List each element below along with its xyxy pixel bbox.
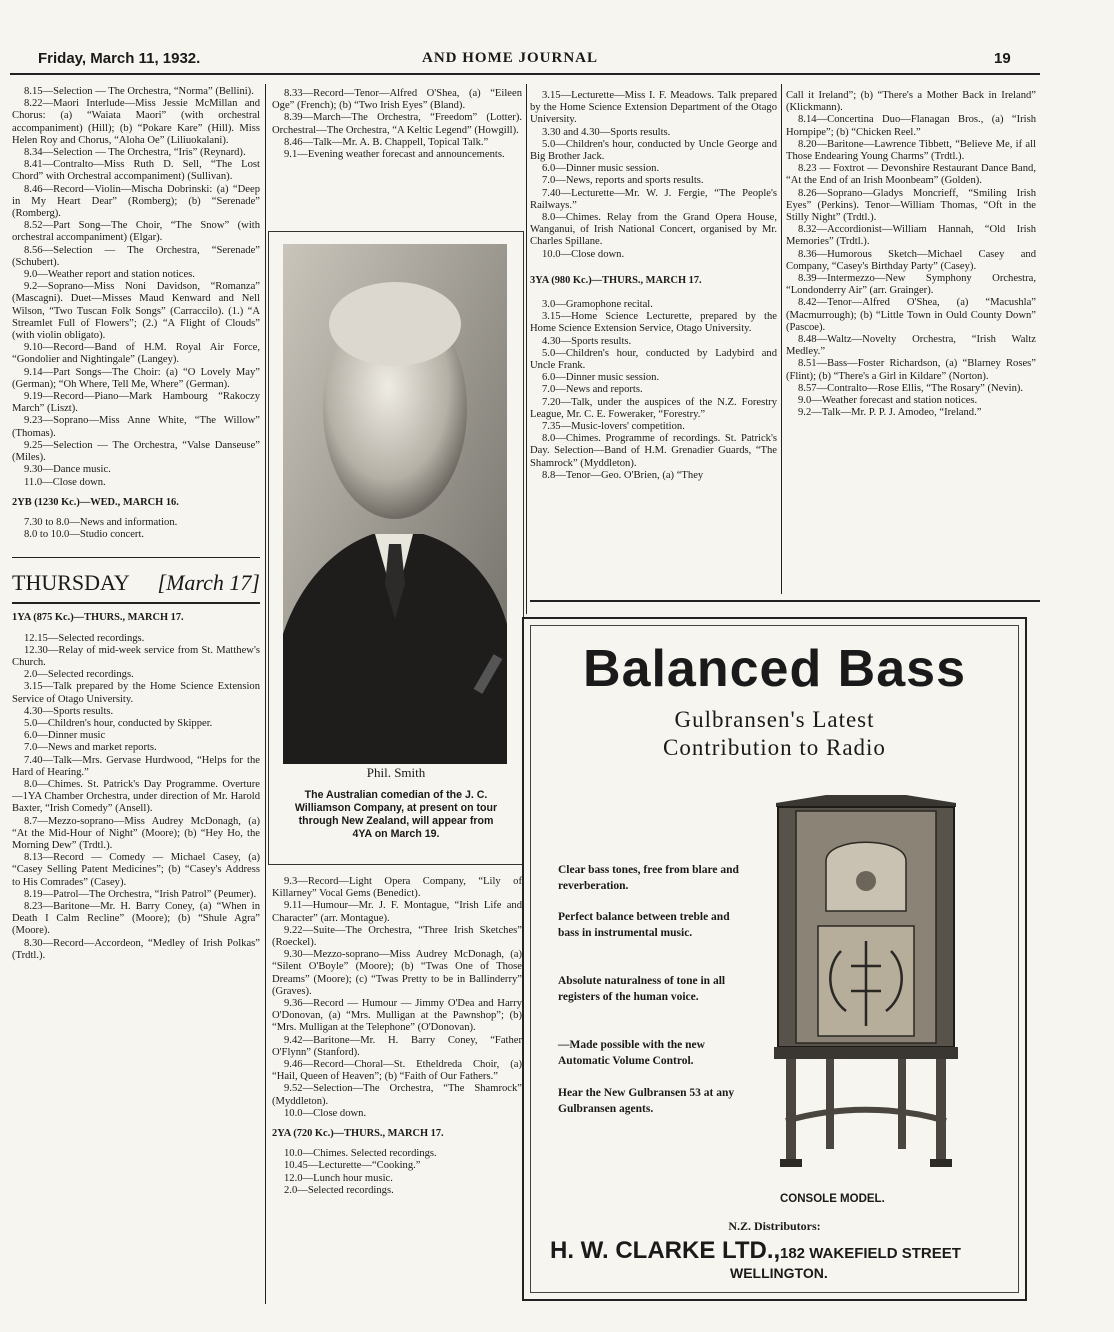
listing-item: 6.0—Dinner music bbox=[24, 730, 106, 742]
listing-item: 8.26—Soprano—Gladys Moncrieff, “Smiling Irish Eyes” (Perkins). Tenor—William Thomas, “Oft in the Stilly Night” (Trdtl.). bbox=[786, 187, 1036, 224]
listing-item: 8.46—Talk—Mr. A. B. Chappell, Topical Talk.” bbox=[284, 136, 489, 148]
advert-point: Clear bass tones, free from blare and reverberation. bbox=[558, 864, 739, 892]
listing-item: 8.13—Record — Comedy — Michael Casey, (a) “Casey Selling Patent Medicines”; (b) “Casey's Address to His Comrades” (Casey). bbox=[12, 852, 260, 888]
day-heading bbox=[12, 570, 260, 596]
listing-item: 8.32—Accordionist—William Hannah, “Old Irish Memories” (Trdtl.). bbox=[786, 224, 1036, 248]
listing-item: 8.46—Record—Violin—Mischa Dobrinski: (a) “Deep in My Heart Dear” (Romberg); (b) “Serenade” (Romberg). bbox=[12, 183, 260, 220]
photo-caption-name: Phil. Smith bbox=[366, 765, 426, 780]
advert-point: Perfect balance between treble and bass in instrumental music. bbox=[558, 911, 730, 939]
column-divider bbox=[265, 84, 266, 1304]
listing-item: 8.52—Part Song—The Choir, “The Snow” (with orchestral accompaniment) (Elgar). bbox=[12, 220, 260, 244]
page-title: AND HOME JOURNAL bbox=[422, 50, 598, 66]
listing-item: 9.30—Dance music. bbox=[24, 464, 111, 476]
listing-item: 9.25—Selection — The Orchestra, “Valse Danseuse” (Miles). bbox=[12, 439, 260, 464]
listing-item: 12.15—Selected recordings. bbox=[24, 632, 145, 644]
listing-item: 9.19—Record—Piano—Mark Hambourg “Rakoczy March” (Liszt). bbox=[12, 391, 260, 415]
photo-caption-text: The Australian comedian of the J. C. Williamson Company, at present on tour through New Zealand, will appear from 4YA on March 19. bbox=[294, 789, 498, 840]
listing-item: 9.10—Record—Band of H.M. Royal Air Force, “Gondolier and Nightingale” (Langey). bbox=[12, 342, 260, 366]
listing-item: 8.23—Baritone—Mr. H. Barry Coney, (a) “When in Death I Calm Recline” (Moore); (b) “Shule Agra” (Moore). bbox=[12, 900, 260, 937]
listing-item: 8.20—Baritone—Lawrence Tibbett, “Believe Me, if all Those Endearing Young Charms” (Trdtl.). bbox=[786, 138, 1036, 163]
listing-item: 8.19—Patrol—The Orchestra, “Irish Patrol” (Peumer). bbox=[24, 888, 257, 900]
listing-item: 10.0—Chimes. Selected recordings. bbox=[284, 1148, 437, 1160]
listing-item: 9.23—Soprano—Miss Anne White, “The Willow” (Thomas). bbox=[12, 415, 260, 439]
listing-item: 3.15—Home Science Lecturette, prepared by the Home Science Extension Service, Otago University. bbox=[530, 311, 777, 335]
radio-cabinet-illustration bbox=[766, 791, 966, 1191]
listing-item: Call it Ireland”; (b) “There's a Mother Back in Ireland” (Klickmann). bbox=[786, 90, 1036, 114]
advert-city: WELLINGTON. bbox=[730, 1265, 828, 1281]
advert-distributors-label: N.Z. Distributors: bbox=[728, 1219, 821, 1233]
listing-item: 2.0—Selected recordings. bbox=[24, 669, 134, 681]
advert-top-rule bbox=[530, 600, 1040, 602]
listing-item: 8.15—Selection — The Orchestra, “Norma” (Bellini). bbox=[24, 86, 254, 97]
listing-item: 9.46—Record—Choral—St. Etheldreda Choir, (a) “Hail, Queen of Heaven”; (b) “Faith of Our Fathers.” bbox=[272, 1059, 522, 1083]
listing-item: 9.22—Suite—The Orchestra, “Three Irish Sketches” (Roeckel). bbox=[272, 924, 522, 949]
listing-item: 8.22—Maori Interlude—Miss Jessie McMillan and Chorus: (a) “Waiata Maori” (with orchestral accompaniment) (Hill); (b) “Pokare Kare” (Hill). Miss Helen Roy and Chorus, “Aloha Oe” (Liliuokalani). bbox=[12, 98, 260, 146]
column-divider bbox=[781, 84, 782, 594]
listing-item: 8.56—Selection — The Orchestra, “Serenade” (Schubert). bbox=[12, 244, 260, 268]
listing-item: 5.0—Children's hour, conducted by Skipper. bbox=[24, 717, 213, 729]
listing-item: 9.11—Humour—Mr. J. F. Montague, “Irish Life and Character” (arr. Montague). bbox=[272, 900, 522, 924]
listing-item: 9.1—Evening weather forecast and announcements. bbox=[284, 149, 505, 161]
listing-item: 8.39—March—The Orchestra, “Freedom” (Lotter). Orchestral—The Orchestra, “A Keltic Legend” (Howgill). bbox=[272, 112, 522, 136]
listing-item: 7.0—News and market reports. bbox=[24, 742, 157, 754]
column-2-bottom bbox=[272, 876, 522, 1197]
listing-item: 8.34—Selection — The Orchestra, “Iris” (Reynard). bbox=[24, 147, 246, 159]
advert-subhead-2: Contribution to Radio bbox=[663, 735, 886, 760]
advert-company: H. W. CLARKE LTD., bbox=[550, 1237, 781, 1264]
listing-item: 8.51—Bass—Foster Richardson, (a) “Blarney Roses” (Flint); (b) “There's a Girl in Kildare” (Norton). bbox=[786, 358, 1036, 382]
station-heading-3ya: 3YA (980 Kc.)—THURS., MARCH 17. bbox=[530, 274, 702, 286]
listing-item: 9.3—Record—Light Opera Company, “Lily of Killarney” Vocal Gems (Benedict). bbox=[272, 876, 522, 900]
listing-item: 5.0—Children's hour, conducted by Uncle George and Big Brother Jack. bbox=[530, 138, 777, 163]
listing-item: 7.30 to 8.0—News and information. bbox=[24, 516, 178, 528]
listing-item: 8.14—Concertina Duo—Flanagan Bros., (a) “Irish Hornpipe”; (b) “Chicken Reel.” bbox=[786, 114, 1036, 138]
listing-item: 9.0—Weather forecast and station notices. bbox=[798, 395, 978, 407]
page-date: Friday, March 11, 1932. bbox=[38, 50, 201, 67]
advert-point: Absolute naturalness of tone in all registers of the human voice. bbox=[558, 975, 726, 1003]
advert-point: Hear the New Gulbransen 53 at any Gulbransen agents. bbox=[558, 1087, 735, 1115]
advert-point: —Made possible with the new Automatic Volume Control. bbox=[558, 1039, 705, 1067]
listing-item: 7.0—News, reports and sports results. bbox=[542, 175, 704, 187]
day-heading-label: THURSDAY bbox=[12, 570, 130, 596]
listing-item: 9.2—Talk—Mr. P. P. J. Amodeo, “Ireland.” bbox=[798, 407, 982, 419]
listing-item: 8.30—Record—Accordeon, “Medley of Irish Polkas” (Trdtl.). bbox=[12, 937, 260, 961]
listing-item: 8.23 — Foxtrot — Devonshire Restaurant Dance Band, “At the End of an Irish Moonbeam” (Golden). bbox=[786, 163, 1036, 187]
listing-item: 2.0—Selected recordings. bbox=[284, 1184, 394, 1196]
advert-subhead-1: Gulbransen's Latest bbox=[674, 707, 875, 732]
listing-item: 9.2—Soprano—Miss Noni Davidson, “Romanza” (Mascagni). Duet—Misses Maud Kenward and Nell Wilson, “Two Tuscan Folk Songs” (Carraccilo). (1.) “A Streamlet Full of Flowers”; (2.) “A Flight of Clouds” (with violin obligato). bbox=[12, 281, 260, 342]
listing-item: 10.0—Close down. bbox=[284, 1107, 367, 1119]
listing-item: 6.0—Dinner music session. bbox=[542, 372, 660, 384]
day-heading-date: [March 17] bbox=[157, 570, 260, 596]
listing-item: 5.0—Children's hour, conducted by Ladybird and Uncle Frank. bbox=[530, 347, 777, 372]
header-rule bbox=[10, 73, 1040, 75]
listing-item: 6.0—Dinner music session. bbox=[542, 163, 660, 175]
advert-headline: Balanced Bass bbox=[583, 640, 966, 698]
listing-item: 3.15—Lecturette—Miss I. F. Meadows. Talk prepared by the Home Science Extension Department of the Otago University. bbox=[530, 90, 777, 126]
listing-item: 9.0—Weather report and station notices. bbox=[24, 269, 195, 281]
listing-item: 9.42—Baritone—Mr. H. Barry Coney, “Father O'Flynn” (Stanford). bbox=[272, 1034, 522, 1058]
listing-item: 8.0 to 10.0—Studio concert. bbox=[24, 529, 145, 541]
listing-item: 8.0—Chimes. Programme of recordings. St. Patrick's Day. Selection—Band of H.M. Grenadier Guards, “The Shamrock” (Myddleton). bbox=[530, 433, 777, 469]
listing-item: 9.14—Part Songs—The Choir: (a) “O Lovely May” (German); “Oh Where, Tell Me, Where” (German). bbox=[12, 366, 260, 390]
listing-item: 8.48—Waltz—Novelty Orchestra, “Irish Waltz Medley.” bbox=[786, 334, 1036, 358]
advert-address: 182 WAKEFIELD STREET bbox=[780, 1245, 961, 1262]
listing-item: 8.42—Tenor—Alfred O'Shea, (a) “Macushla” (Macmurrough); (b) “Little Town in Ould County Down” (Pascoe). bbox=[786, 297, 1036, 333]
listing-item: 11.0—Close down. bbox=[24, 476, 106, 488]
listing-item: 4.30—Sports results. bbox=[542, 335, 632, 347]
column-3 bbox=[530, 90, 777, 482]
listing-item: 3.15—Talk prepared by the Home Science Extension Service of Otago University. bbox=[12, 681, 260, 705]
station-heading-2ya: 2YA (720 Kc.)—THURS., MARCH 17. bbox=[272, 1128, 444, 1140]
photo-panel bbox=[268, 231, 524, 865]
listing-item: 7.40—Lecturette—Mr. W. J. Fergie, “The People's Railways.” bbox=[530, 187, 777, 211]
station-heading-1ya: 1YA (875 Kc.)—THURS., MARCH 17. bbox=[12, 612, 184, 624]
column-divider bbox=[526, 84, 527, 614]
advert-model-label: CONSOLE MODEL. bbox=[780, 1193, 885, 1205]
listing-item: 4.30—Sports results. bbox=[24, 705, 114, 717]
gulbransen-advert bbox=[522, 617, 1027, 1301]
page-number: 19 bbox=[994, 50, 1011, 67]
listing-item: 7.0—News and reports. bbox=[542, 384, 643, 396]
listing-item: 10.0—Close down. bbox=[542, 248, 625, 260]
listing-item: 8.41—Contralto—Miss Ruth D. Sell, “The Lost Chord” with Orchestral accompaniment) (Sullivan). bbox=[12, 159, 260, 183]
listing-item: 9.36—Record — Humour — Jimmy O'Dea and Harry O'Donovan, (a) “Mrs. Mulligan at the Pawnshop”; (b) “Mrs. Mulligan at the Telephone” (O'Donovan). bbox=[272, 998, 522, 1034]
listing-item: 8.0—Chimes. St. Patrick's Day Programme. Overture—1YA Chamber Orchestra, under direction of Mr. Harold Baxter, “Irish Comedy” (Ansell). bbox=[12, 778, 260, 815]
listing-item: 8.33—Record—Tenor—Alfred O'Shea, (a) “Eileen Oge” (French); (b) “Two Irish Eyes” (Bland). bbox=[272, 88, 522, 112]
listing-item: 8.7—Mezzo-soprano—Miss Audrey McDonagh, (a) “At the Mid-Hour of Night” (Moore); (b) “Hey Ho, the Morning Dew” (Trdtl.). bbox=[12, 815, 260, 851]
listing-item: 7.35—Music-lovers' competition. bbox=[542, 421, 685, 433]
listing-item: 8.39—Intermezzo—New Symphony Orchestra, “Londonderry Air” (arr. Grainger). bbox=[786, 273, 1036, 297]
listing-item: 12.0—Lunch hour music. bbox=[284, 1172, 393, 1184]
column-2-top bbox=[272, 88, 522, 161]
listing-item: 7.20—Talk, under the auspices of the N.Z. Forestry League, Mr. C. E. Foweraker, “Forestry.” bbox=[530, 396, 777, 420]
listing-item: 12.30—Relay of mid-week service from St. Matthew's Church. bbox=[12, 644, 260, 668]
listing-item: 9.52—Selection—The Orchestra, “The Shamrock” (Myddleton). bbox=[272, 1083, 522, 1107]
listing-item: 10.45—Lecturette—“Cooking.” bbox=[284, 1160, 421, 1172]
listing-item: 8.36—Humorous Sketch—Michael Casey and Company, “Casey's Birthday Party” (Casey). bbox=[786, 248, 1036, 272]
listing-item: 8.8—Tenor—Geo. O'Brien, (a) “They bbox=[542, 469, 704, 481]
listing-item: 3.0—Gramophone recital. bbox=[542, 299, 653, 311]
column-4 bbox=[786, 90, 1036, 419]
station-heading-2yb: 2YB (1230 Kc.)—WED., MARCH 16. bbox=[12, 496, 179, 508]
listing-item: 8.57—Contralto—Rose Ellis, “The Rosary” (Nevin). bbox=[798, 382, 1024, 394]
listing-item: 9.30—Mezzo-soprano—Miss Audrey McDonagh, (a) “Silent O'Boyle” (Moore); (b) “Twas One of Those Dreams” (Moore); (c) “Twas Pretty to be in Ballinderry” (Graves). bbox=[272, 949, 522, 997]
listing-item: 3.30 and 4.30—Sports results. bbox=[542, 126, 671, 138]
listing-item: 8.0—Chimes. Relay from the Grand Opera House, Wanganui, of Irish National Concert, organised by Mr. Charles Spillane. bbox=[530, 212, 777, 248]
listing-item: 7.40—Talk—Mrs. Gervase Hurdwood, “Helps for the Hard of Hearing.” bbox=[12, 754, 260, 778]
portrait-photo bbox=[283, 244, 507, 982]
column-1 bbox=[12, 86, 260, 962]
